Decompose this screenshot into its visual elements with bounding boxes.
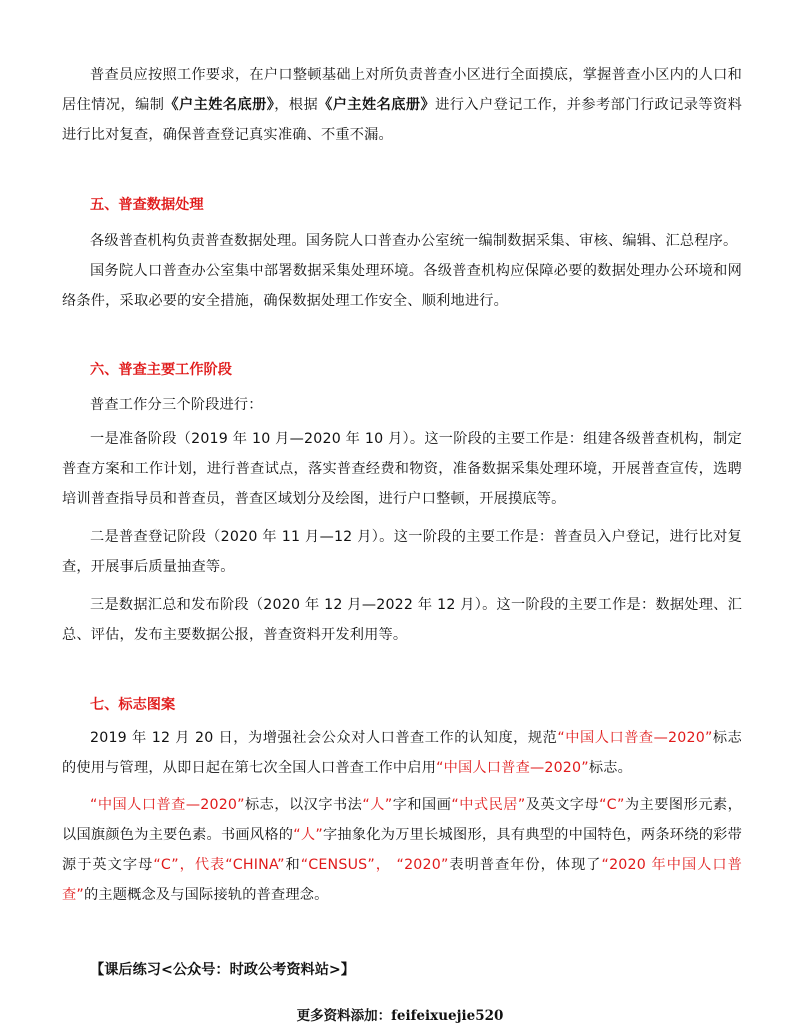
text: 标志。: [588, 760, 632, 776]
highlight-text: “中国人口普查—2020”: [436, 760, 589, 776]
paragraph-stage-preparation: 一是准备阶段（2019 年 10 月—2020 年 10 月）。这一阶段的主要工作是：组建各级普查机构，制定普查方案和工作计划，进行普查试点，落实普查经费和物资，准备数据采集处理环境，开展普查宣传，选聘培训普查指导员和普查员，普查区域划分及绘图，进行户口整顿，开展摸底等。: [62, 431, 742, 507]
paragraph-household-survey: [62, 60, 742, 150]
text: 标志的使用与管理，从即日起在第七次全国人口普查工作中启用: [62, 730, 742, 776]
footer-contact: 更多资料添加：feifeixuejie520: [296, 1008, 504, 1024]
highlight-text: “2020 年中国人口普查”: [62, 857, 742, 903]
text: 普查员应按照工作要求，在户口整顿基础上对所负责普查小区进行全面摸底，掌握普查小区内的人口和居住情况，编制: [62, 67, 742, 113]
text: ，根据: [274, 97, 319, 113]
book-title: 《户主姓名底册》: [164, 97, 275, 113]
paragraph-stages-intro: 普查工作分三个阶段进行：: [90, 397, 263, 413]
text: 字抽象化为万里长城图形，具有典型的中国特色，两条环绕的彩带源于英文字母: [62, 827, 742, 873]
text: 为主要图形元素，以国旗颜色为主要色素。书画风格的: [62, 797, 742, 843]
paragraph-stage-summary: 三是数据汇总和发布阶段（2020 年 12 月—2022 年 12 月）。这一阶段的主要工作是：数据处理、汇总、评估，发布主要数据公报，普查资料开发利用等。: [62, 597, 742, 643]
section-heading-work-stages: 六、普查主要工作阶段: [90, 362, 232, 378]
highlight-text: “人”: [362, 797, 393, 813]
paragraph-stage-registration: 二是普查登记阶段（2020 年 11 月—12 月）。这一阶段的主要工作是：普查员入户登记，进行比对复查，开展事后质量抽查等。: [62, 529, 742, 575]
highlight-text: “中式民居”: [451, 797, 526, 813]
paragraph-data-processing-1: 各级普查机构负责普查数据处理。国务院人口普查办公室统一编制数据采集、审核、编辑、汇总程序。: [90, 233, 738, 249]
highlight-text: “C”，代表“CHINA”: [153, 857, 285, 873]
text: 和: [284, 857, 301, 873]
text: 2019 年 12 月 20 日，为增强社会公众对人口普查工作的认知度，规范: [90, 730, 558, 746]
paragraph-logo-launch: [62, 723, 742, 783]
highlight-text: “C”: [599, 797, 625, 813]
highlight-text: “CENSUS”，: [300, 857, 391, 873]
text: 进行入户登记工作，并参考部门行政记录等资料进行比对复查，确保普查登记真实准确、不重不漏。: [62, 97, 742, 143]
highlight-text: “中国人口普查—2020”: [557, 730, 713, 746]
highlight-text: “人”: [293, 827, 323, 843]
highlight-text: “2020”: [396, 857, 449, 873]
text: 及英文字母: [525, 797, 600, 813]
section-heading-logo: 七、标志图案: [90, 697, 176, 713]
paragraph-data-processing-2: 国务院人口普查办公室集中部署数据采集处理环境。各级普查机构应保障必要的数据处理办公环境和网络条件，采取必要的安全措施，确保数据处理工作安全、顺利地进行。: [62, 263, 742, 309]
text: 标志，以汉字书法: [244, 797, 363, 813]
section-heading-data-processing: 五、普查数据处理: [90, 197, 204, 213]
paragraph-logo-description: [62, 790, 742, 910]
book-title: 《户主姓名底册》: [318, 97, 436, 113]
text: 表明普查年份，体现了: [448, 857, 602, 873]
highlight-text: “中国人口普查—2020”: [90, 797, 245, 813]
text: 字和国画: [392, 797, 452, 813]
text: 的主题概念及与国际接轨的普查理念。: [83, 887, 329, 903]
exercise-heading: 【课后练习<公众号：时政公考资料站>】: [90, 962, 355, 978]
